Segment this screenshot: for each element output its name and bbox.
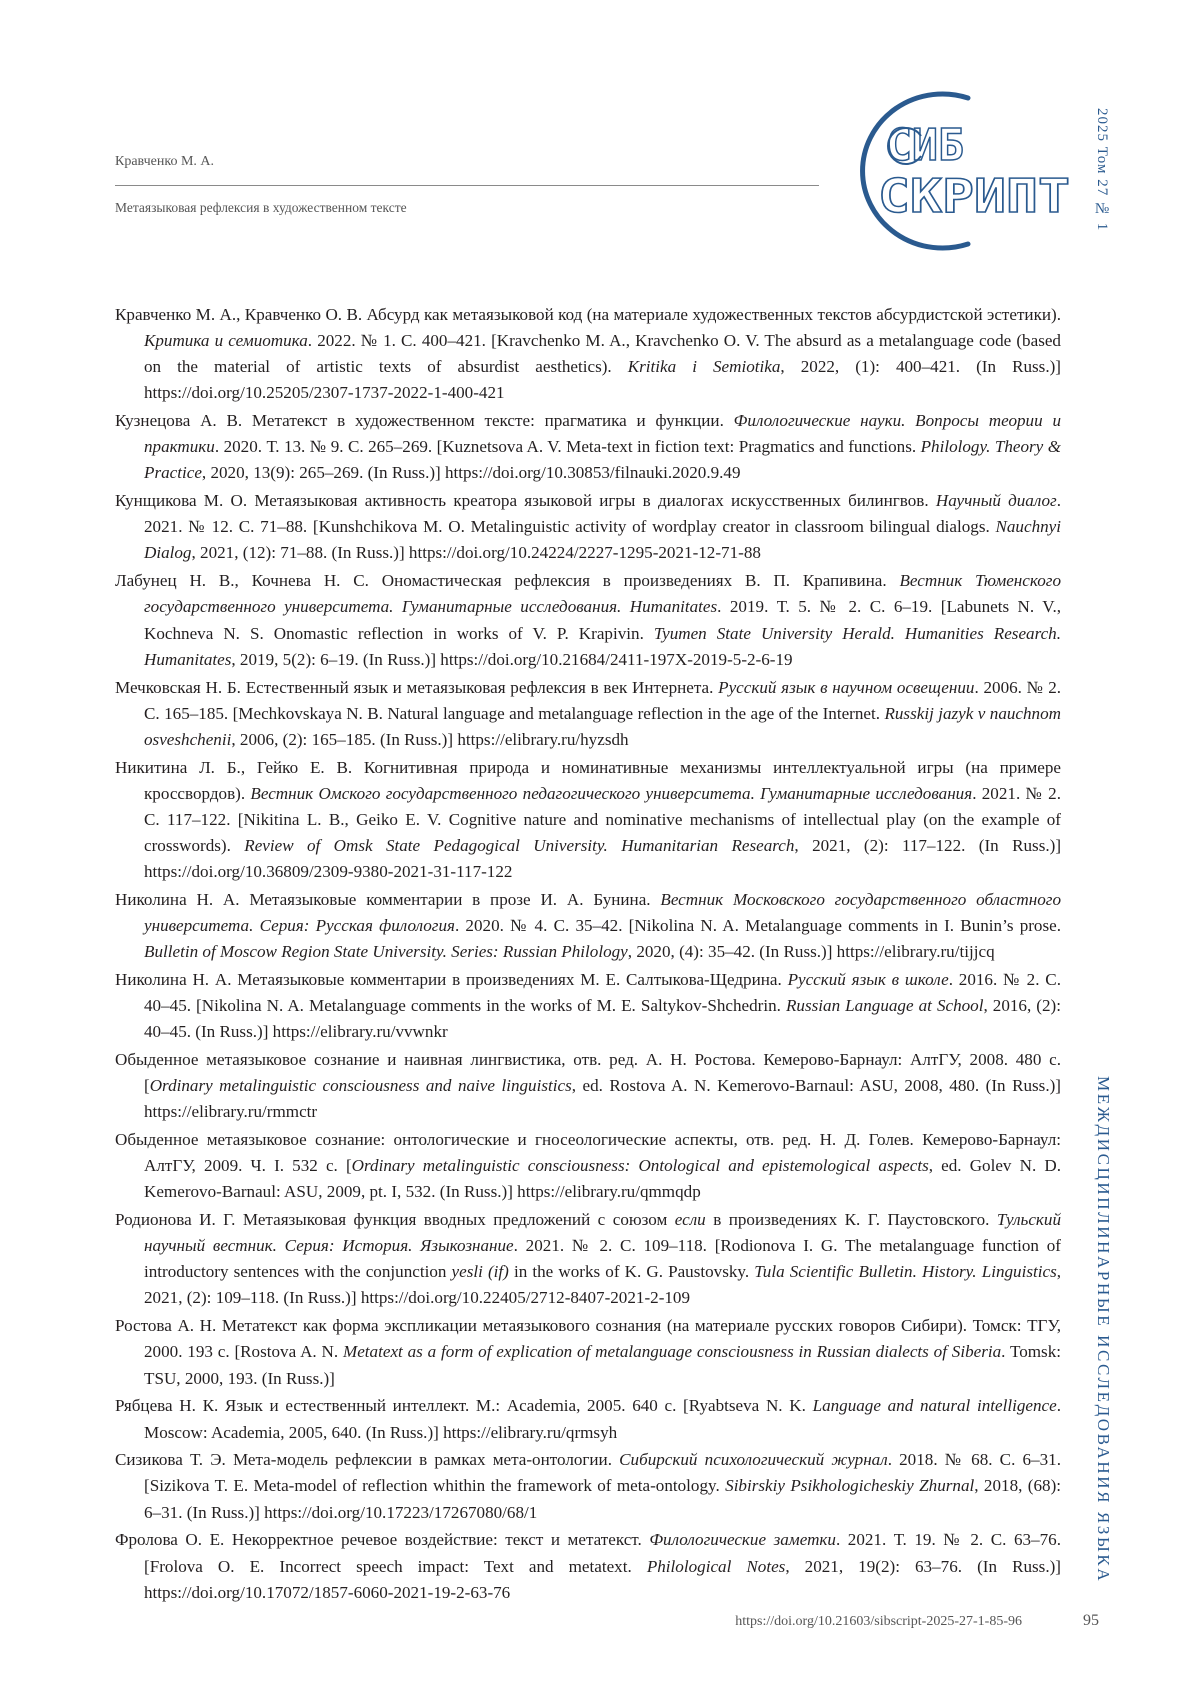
reference-text: . 2019. Т. 5. № 2. С. 6–19. [Labunets N. V., Kochneva N. S. Onomastic reflection in works of V. P. Krapivin. xyxy=(144,597,1061,643)
section-label: МЕЖДИСЦИПЛИНАРНЫЕ ИССЛЕДОВАНИЯ ЯЗЫКА xyxy=(1094,1076,1113,1584)
reference-text: . 2022. № 1. С. 400–421. [Kravchenko M. A., Kravchenko O. V. The absurd as a metalanguage code (based on the material of artistic texts of absurdist aesthetics). xyxy=(144,331,1061,377)
header-divider xyxy=(115,185,819,186)
reference-source-italic: Metatext as a form of explication of metalanguage consciousness in Russian dialects of Siberia xyxy=(342,1342,1002,1362)
reference-source-italic: Русский язык в научном освещении xyxy=(718,677,975,697)
reference-item xyxy=(115,1313,1061,1391)
reference-text: Кравченко М. А., Кравченко О. В. Абсурд как метаязыковой код (на материале художественных текстов абсурдистской эстетики). xyxy=(115,305,1061,324)
reference-text: . 2021. № 2. С. 117–122. [Nikitina L. B., Geiko E. V. Cognitive nature and nominative mechanisms of intellectual play (on the example of crosswords). xyxy=(144,783,1061,855)
reference-source-italic: Tyumen State University Herald. Humanities Research. Humanitates xyxy=(144,623,1061,669)
reference-text: , 2021, (12): 71–88. (In Russ.)] https://doi.org/10.24224/2227-1295-2021-12-71-88 xyxy=(191,543,761,563)
reference-text: Николина Н. А. Метаязыковые комментарии в прозе И. А. Бунина. xyxy=(115,889,661,909)
reference-item xyxy=(115,967,1061,1045)
reference-text: , 2019, 5(2): 6–19. (In Russ.)] https://doi.org/10.21684/2411-197X-2019-5-2-6-19 xyxy=(231,649,793,669)
reference-item xyxy=(115,1047,1061,1125)
reference-source-italic: Nauchnyi Dialog xyxy=(144,517,1061,563)
reference-source-italic: Philological Notes xyxy=(646,1556,786,1576)
reference-source-italic: Review of Omsk State Pedagogical University. Humanitarian Research xyxy=(244,835,795,855)
reference-source-italic: Вестник Омского государственного педагогического университета. Гуманитарные исследования xyxy=(250,783,973,803)
reference-text: Обыденное метаязыковое сознание: онтологические и гносеологические аспекты, отв. ред. Н. Д. Голев. Кемерово-Барнаул: АлтГУ, 2009. Ч. I. 532 с. [ xyxy=(115,1130,1061,1176)
reference-text: Рябцева Н. К. Язык и естественный интеллект. М.: Academia, 2005. 640 с. [Ryabtseva N. K. xyxy=(115,1396,813,1416)
reference-source-italic: Philology. Theory & Practice xyxy=(144,437,1061,483)
reference-source-italic: Тульский научный вестник. Серия: История. Языкознание xyxy=(144,1210,1061,1256)
reference-text: . 2021. № 2. С. 109–118. [Rodionova I. G. The metalanguage function of introductory sentences with the conjunction xyxy=(144,1236,1061,1282)
running-head-title: Метаязыковая рефлексия в художественном тексте xyxy=(115,200,407,215)
reference-item xyxy=(115,1527,1061,1605)
reference-text: , ed. Rostova A. N. Kemerovo-Barnaul: ASU, 2008, 480. (In Russ.)] https://elibrary.ru/rmmctr xyxy=(144,1076,1061,1122)
reference-text: , ed. Golev N. D. Kemerovo-Barnaul: ASU, 2009, pt. I, 532. (In Russ.)] https://elibrary.ru/qmmqdp xyxy=(144,1156,1061,1202)
reference-source-italic: Language and natural intelligence xyxy=(812,1396,1057,1416)
reference-source-italic: Русский язык в школе xyxy=(787,969,949,989)
reference-item xyxy=(115,1447,1061,1525)
reference-source-italic: Kritika i Semiotika xyxy=(627,357,781,377)
reference-item xyxy=(115,887,1061,965)
reference-text: Сизикова Т. Э. Мета-модель рефлексии в рамках мета-онтологии. xyxy=(115,1450,620,1470)
reference-source-italic: Tula Scientific Bulletin. History. Linguistics xyxy=(754,1262,1057,1282)
reference-source-italic: Критика и семиотика xyxy=(144,331,308,351)
logo-line-1: СИБ xyxy=(886,120,964,171)
reference-item xyxy=(115,408,1061,486)
reference-text: Кузнецова А. В. Метатекст в художественном тексте: прагматика и функции. xyxy=(115,411,734,431)
reference-text: , 2020, (4): 35–42. (In Russ.)] https://elibrary.ru/tijjcq xyxy=(627,942,995,962)
reference-item xyxy=(115,755,1061,885)
running-head-author: Кравченко М. А. xyxy=(115,154,215,169)
reference-text: , 2021, (2): 109–118. (In Russ.)] https://doi.org/10.22405/2712-8407-2021-2-109 xyxy=(144,1262,1062,1308)
reference-source-italic: Сибирский психологический журнал xyxy=(619,1450,888,1470)
reference-text: . 2020. № 4. С. 35–42. [Nikolina N. A. Metalanguage comments in I. Bunin’s prose. xyxy=(454,915,1061,935)
reference-text: Родионова И. Г. Метаязыковая функция вводных предложений с союзом xyxy=(115,1210,675,1230)
reference-text: Кунщикова М. О. Метаязыковая активность креатора языковой игры в диалогах искусственных билингвов. xyxy=(115,491,936,511)
reference-text: . 2021. Т. 19. № 2. С. 63–76. [Frolova O. E. Incorrect speech impact: Text and metatext. xyxy=(144,1530,1061,1576)
reference-text: Николина Н. А. Метаязыковые комментарии в произведениях М. Е. Салтыкова-Щедрина. xyxy=(115,969,788,989)
issue-label: 2025 Том 27 № 1 xyxy=(1094,108,1110,232)
reference-list xyxy=(115,302,1061,1608)
reference-item xyxy=(115,1393,1061,1445)
reference-item xyxy=(115,1207,1061,1311)
reference-text: , 2020, 13(9): 265–269. (In Russ.)] https://doi.org/10.30853/filnauki.2020.9.49 xyxy=(201,463,741,483)
reference-source-italic: Филологические заметки xyxy=(649,1530,836,1550)
reference-source-italic: Вестник Тюменского государственного университета. Гуманитарные исследования. Humanitates xyxy=(144,571,1061,617)
reference-source-italic: Научный диалог xyxy=(935,491,1057,511)
reference-text: , 2021, 19(2): 63–76. (In Russ.)] https://doi.org/10.17072/1857-6060-2021-19-2-63-76 xyxy=(144,1556,1061,1602)
reference-source-italic: Russian Language at School xyxy=(785,996,984,1016)
reference-text: в произведениях К. Г. Паустовского. xyxy=(705,1210,997,1230)
journal-logo xyxy=(826,86,1072,254)
reference-source-italic: если xyxy=(674,1210,706,1230)
reference-source-italic: Russkij jazyk v nauchnom osveshchenii xyxy=(144,703,1061,749)
reference-text: , 2018, (68): 6–31. (In Russ.)] https://doi.org/10.17223/17267080/68/1 xyxy=(144,1476,1062,1522)
reference-text: Фролова О. Е. Некорректное речевое воздействие: текст и метатекст. xyxy=(115,1530,650,1550)
reference-source-italic: yesli (if) xyxy=(451,1262,509,1282)
reference-item xyxy=(115,488,1061,566)
reference-text: . 2016. № 2. С. 40–45. [Nikolina N. A. Metalanguage comments in the works of M. E. Saltykov-Shchedrin. xyxy=(144,969,1061,1016)
logo-graphic xyxy=(826,86,1072,254)
reference-text: Обыденное метаязыковое сознание и наивная лингвистика, отв. ред. А. Н. Ростова. Кемерово-Барнаул: АлтГУ, 2008. 480 с. [ xyxy=(115,1050,1061,1096)
reference-source-italic: Bulletin of Moscow Region State University. Series: Russian Philology xyxy=(144,942,628,962)
logo-line-2: СКРИПТ xyxy=(878,169,1070,223)
reference-text: . 2020. Т. 13. № 9. С. 265–269. [Kuznetsova A. V. Meta-text in fiction text: Pragmatics and functions. xyxy=(214,437,921,457)
reference-source-italic: Ordinary metalinguistic consciousness and naive linguistics xyxy=(149,1076,572,1096)
reference-item xyxy=(115,675,1061,753)
reference-text: . Tomsk: TSU, 2000, 193. (In Russ.)] xyxy=(144,1342,1061,1388)
reference-text: . Moscow: Academia, 2005, 640. (In Russ.)] https://elibrary.ru/qrmsyh xyxy=(144,1396,1061,1442)
reference-text: , 2021, (2): 117–122. (In Russ.)] https://doi.org/10.36809/2309-9380-2021-31-117-122 xyxy=(144,835,1062,881)
page-number: 95 xyxy=(1083,1612,1099,1629)
reference-text: in the works of K. G. Paustovsky. xyxy=(508,1262,755,1282)
footer-doi: https://doi.org/10.21603/sibscript-2025-27-1-85-96 xyxy=(735,1614,1022,1629)
reference-text: . 2006. № 2. С. 165–185. [Mechkovskaya N. B. Natural language and metalanguage reflection in the age of the Internet. xyxy=(144,677,1062,723)
reference-source-italic: Филологические науки. Вопросы теории и практики xyxy=(144,411,1061,457)
reference-item xyxy=(115,302,1061,406)
reference-text: , 2022, (1): 400–421. (In Russ.)] https://doi.org/10.25205/2307-1737-2022-1-400-421 xyxy=(144,357,1061,403)
reference-text: Лабунец Н. В., Кочнева Н. С. Ономастическая рефлексия в произведениях В. П. Крапивина. xyxy=(115,571,900,591)
reference-item xyxy=(115,568,1061,672)
reference-text: Мечковская Н. Б. Естественный язык и метаязыковая рефлексия в век Интернета. xyxy=(115,677,719,697)
reference-source-italic: Вестник Московского государственного областного университета. Серия: Русская филология xyxy=(144,889,1061,935)
reference-source-italic: Ordinary metalinguistic consciousness: Ontological and epistemological aspects xyxy=(351,1156,929,1176)
reference-text: , 2006, (2): 165–185. (In Russ.)] https://elibrary.ru/hyzsdh xyxy=(231,729,629,749)
reference-text: . 2018. № 68. С. 6–31. [Sizikova T. E. Meta-model of reflection whithin the framework of meta-ontology. xyxy=(144,1450,1061,1496)
reference-text: Ростова А. Н. Метатекст как форма экспликации метаязыкового сознания (на материале русских говоров Сибири). Томск: ТГУ, 2000. 193 с. [Rostova A. N. xyxy=(115,1316,1061,1362)
reference-text: Никитина Л. Б., Гейко Е. В. Когнитивная природа и номинативные механизмы интеллектуальной игры (на примере кроссвордов). xyxy=(115,757,1061,803)
reference-source-italic: Sibirskiy Psikhologicheskiy Zhurnal xyxy=(725,1476,975,1496)
reference-item xyxy=(115,1127,1061,1205)
reference-text: , 2016, (2): 40–45. (In Russ.)] https://elibrary.ru/vvwnkr xyxy=(144,996,1061,1042)
reference-text: . 2021. № 12. С. 71–88. [Kunshchikova M. O. Metalinguistic activity of wordplay creator in classroom bilingual dialogs. xyxy=(144,491,1062,537)
